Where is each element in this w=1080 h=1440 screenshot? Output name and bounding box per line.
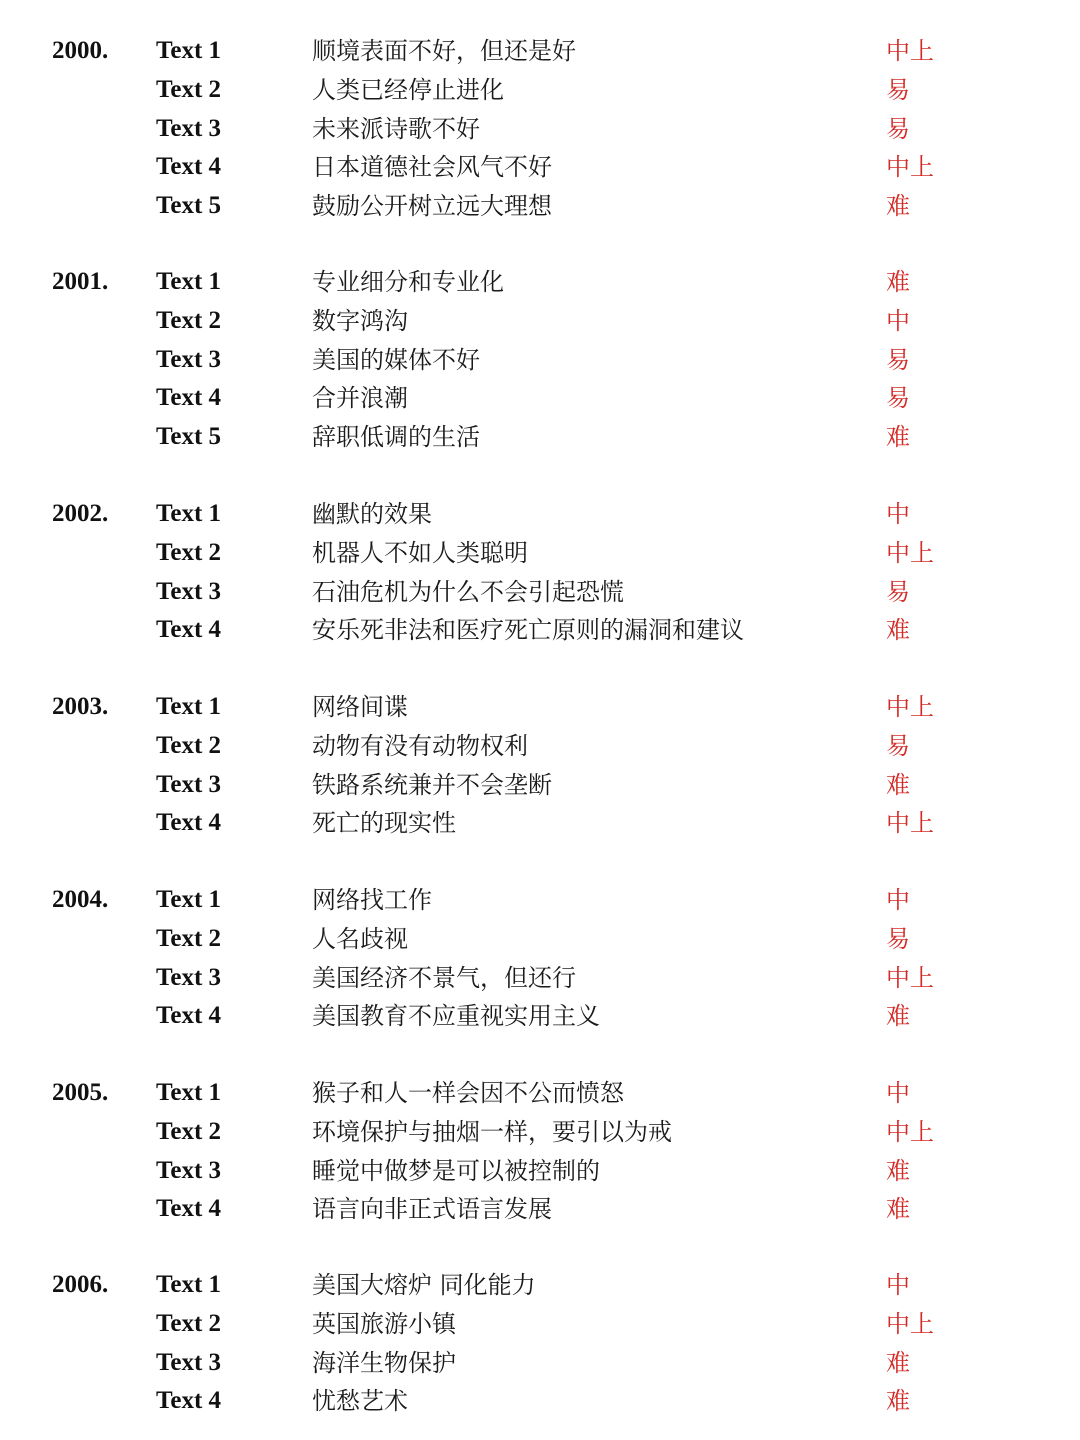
text-row xyxy=(0,881,1080,919)
text-row xyxy=(0,573,1080,611)
difficulty-rating: 易 xyxy=(886,731,910,760)
difficulty-rating: 易 xyxy=(886,345,910,374)
text-number: Text 2 xyxy=(156,1117,222,1145)
text-row xyxy=(0,148,1080,186)
text-row xyxy=(0,1382,1080,1420)
difficulty-rating: 易 xyxy=(886,577,910,606)
text-number: Text 3 xyxy=(156,1348,222,1376)
text-row xyxy=(0,534,1080,572)
text-row xyxy=(0,418,1080,456)
text-number: Text 3 xyxy=(156,770,222,798)
text-topic: 铁路系统兼并不会垄断 xyxy=(312,770,552,799)
text-row xyxy=(0,804,1080,842)
text-row xyxy=(0,32,1080,70)
text-row xyxy=(0,495,1080,533)
difficulty-rating: 中上 xyxy=(886,963,934,992)
text-number: Text 5 xyxy=(156,423,222,451)
text-number: Text 4 xyxy=(156,616,222,644)
year-label: 2000. xyxy=(52,37,109,64)
text-topic: 日本道德社会风气不好 xyxy=(312,153,552,182)
text-row xyxy=(0,997,1080,1035)
text-row xyxy=(0,1266,1080,1304)
difficulty-rating: 易 xyxy=(886,114,910,143)
difficulty-rating: 中 xyxy=(886,886,910,914)
text-topic: 数字鸿沟 xyxy=(312,306,408,335)
text-topic: 顺境表面不好，但还是好 xyxy=(312,37,576,65)
difficulty-rating: 难 xyxy=(886,1156,910,1185)
text-topic: 动物有没有动物权利 xyxy=(312,731,528,760)
difficulty-rating: 中 xyxy=(886,500,910,528)
text-number: Text 4 xyxy=(156,1387,222,1415)
text-topic: 合并浪潮 xyxy=(312,384,408,413)
text-row xyxy=(0,1074,1080,1112)
text-number: Text 2 xyxy=(156,306,222,334)
difficulty-rating: 中 xyxy=(886,1271,910,1299)
text-number: Text 1 xyxy=(156,886,222,913)
text-topic: 英国旅游小镇 xyxy=(312,1309,456,1338)
text-number: Text 1 xyxy=(156,37,222,64)
text-row xyxy=(0,341,1080,379)
text-topic: 网络间谍 xyxy=(312,693,408,721)
text-topic: 幽默的效果 xyxy=(312,500,432,528)
text-number: Text 1 xyxy=(156,693,222,720)
text-number: Text 3 xyxy=(156,577,222,605)
text-row xyxy=(0,1190,1080,1228)
difficulty-rating: 易 xyxy=(886,384,910,413)
text-number: Text 2 xyxy=(156,75,222,103)
text-number: Text 4 xyxy=(156,1195,222,1223)
difficulty-rating: 中 xyxy=(886,1079,910,1107)
text-topic: 未来派诗歌不好 xyxy=(312,114,480,143)
difficulty-rating: 难 xyxy=(886,616,910,645)
difficulty-rating: 中上 xyxy=(886,1309,934,1338)
text-row xyxy=(0,263,1080,301)
text-topic: 辞职低调的生活 xyxy=(312,423,480,452)
difficulty-rating: 难 xyxy=(886,1195,910,1224)
year-label: 2003. xyxy=(52,693,109,720)
text-topic: 人类已经停止进化 xyxy=(312,75,504,104)
year-label: 2006. xyxy=(52,1271,109,1298)
difficulty-rating: 中上 xyxy=(886,153,934,182)
text-number: Text 1 xyxy=(156,268,222,295)
text-topic: 石油危机为什么不会引起恐慌 xyxy=(312,577,624,606)
text-number: Text 3 xyxy=(156,345,222,373)
text-row xyxy=(0,1152,1080,1190)
text-number: Text 4 xyxy=(156,384,222,412)
difficulty-rating: 难 xyxy=(886,1348,910,1377)
text-number: Text 4 xyxy=(156,809,222,837)
text-topic: 美国经济不景气，但还行 xyxy=(312,963,576,992)
text-number: Text 4 xyxy=(156,1002,222,1030)
text-topic: 安乐死非法和医疗死亡原则的漏洞和建议 xyxy=(312,616,744,645)
text-number: Text 3 xyxy=(156,963,222,991)
text-row xyxy=(0,302,1080,340)
difficulty-rating: 易 xyxy=(886,924,910,953)
text-number: Text 1 xyxy=(156,500,222,527)
text-topic: 猴子和人一样会因不公而愤怒 xyxy=(312,1079,624,1107)
difficulty-rating: 难 xyxy=(886,268,910,296)
text-row xyxy=(0,1113,1080,1151)
text-number: Text 3 xyxy=(156,114,222,142)
text-row xyxy=(0,187,1080,225)
text-row xyxy=(0,110,1080,148)
text-topic: 人名歧视 xyxy=(312,924,408,953)
text-number: Text 2 xyxy=(156,538,222,566)
year-label: 2001. xyxy=(52,268,109,295)
text-row xyxy=(0,379,1080,417)
text-number: Text 5 xyxy=(156,192,222,220)
difficulty-rating: 难 xyxy=(886,423,910,452)
text-row xyxy=(0,1344,1080,1382)
text-topic: 网络找工作 xyxy=(312,886,432,914)
text-topic: 忧愁艺术 xyxy=(312,1387,408,1416)
difficulty-rating: 易 xyxy=(886,75,910,104)
text-row xyxy=(0,920,1080,958)
difficulty-rating: 中上 xyxy=(886,538,934,567)
text-topic: 鼓励公开树立远大理想 xyxy=(312,192,552,221)
text-row xyxy=(0,71,1080,109)
text-topic: 美国教育不应重视实用主义 xyxy=(312,1002,600,1031)
year-label: 2004. xyxy=(52,886,109,913)
difficulty-rating: 中上 xyxy=(886,37,934,65)
text-row xyxy=(0,727,1080,765)
difficulty-rating: 中上 xyxy=(886,693,934,721)
text-row xyxy=(0,688,1080,726)
text-number: Text 3 xyxy=(156,1156,222,1184)
text-topic: 专业细分和专业化 xyxy=(312,268,504,296)
difficulty-rating: 中 xyxy=(886,306,910,335)
difficulty-rating: 难 xyxy=(886,192,910,221)
year-label: 2002. xyxy=(52,500,109,527)
text-topic: 美国大熔炉 同化能力 xyxy=(312,1271,536,1299)
text-number: Text 2 xyxy=(156,731,222,759)
text-number: Text 4 xyxy=(156,153,222,181)
text-topic: 语言向非正式语言发展 xyxy=(312,1195,552,1224)
text-row xyxy=(0,611,1080,649)
text-topic: 环境保护与抽烟一样，要引以为戒 xyxy=(312,1117,672,1146)
year-label: 2005. xyxy=(52,1079,109,1106)
difficulty-rating: 难 xyxy=(886,1387,910,1416)
text-topic: 睡觉中做梦是可以被控制的 xyxy=(312,1156,600,1185)
text-row xyxy=(0,1305,1080,1343)
text-number: Text 1 xyxy=(156,1079,222,1106)
difficulty-rating: 难 xyxy=(886,770,910,799)
text-topic: 美国的媒体不好 xyxy=(312,345,480,374)
text-topic: 死亡的现实性 xyxy=(312,809,456,838)
text-topic: 海洋生物保护 xyxy=(312,1348,456,1377)
text-row xyxy=(0,959,1080,997)
text-topic: 机器人不如人类聪明 xyxy=(312,538,528,567)
text-number: Text 1 xyxy=(156,1271,222,1298)
difficulty-rating: 中上 xyxy=(886,1117,934,1146)
text-row xyxy=(0,766,1080,804)
text-number: Text 2 xyxy=(156,924,222,952)
difficulty-rating: 难 xyxy=(886,1002,910,1031)
text-number: Text 2 xyxy=(156,1309,222,1337)
difficulty-rating: 中上 xyxy=(886,809,934,838)
